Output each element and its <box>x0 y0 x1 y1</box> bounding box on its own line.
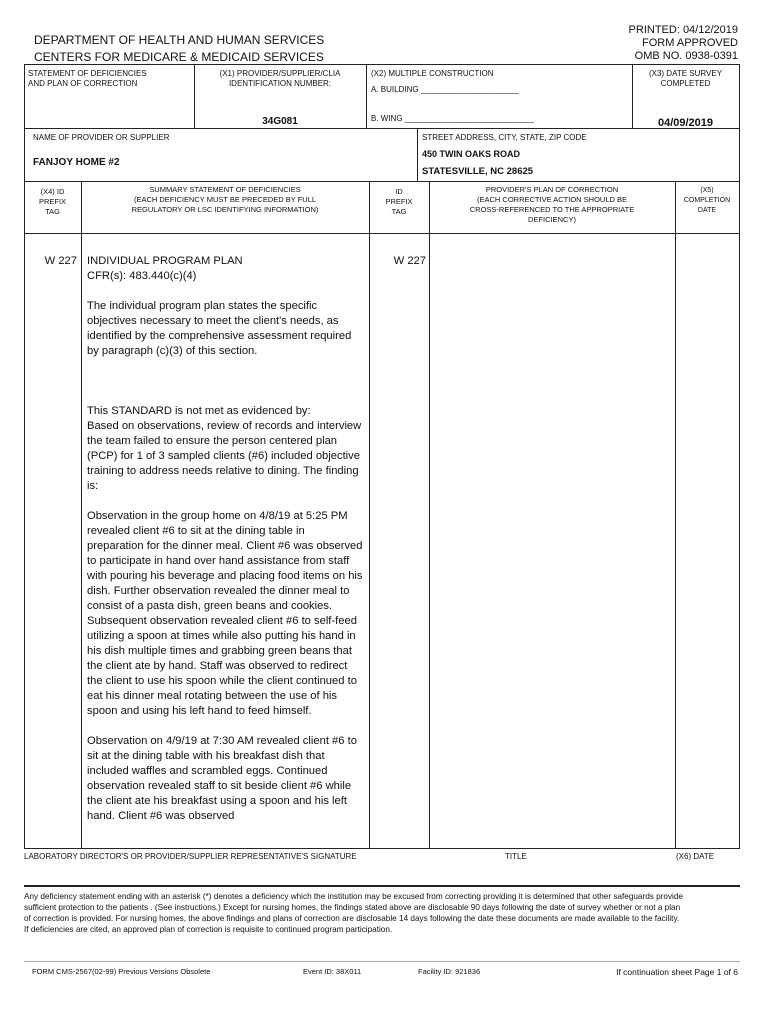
deficiency-title: INDIVIDUAL PROGRAM PLAN <box>87 255 243 267</box>
id-prefix-tag-header: ID PREFIX TAG <box>385 187 413 216</box>
provider-id-value: 34G081 <box>262 116 298 127</box>
survey-date-value: 04/09/2019 <box>657 117 714 129</box>
wing-label: B. WING _____________________________ <box>371 114 534 123</box>
address-line-1: 450 TWIN OAKS ROAD <box>422 149 521 159</box>
facility-id: Facility ID: 921836 <box>418 967 481 976</box>
form-approved: FORM APPROVED <box>642 37 738 49</box>
provider-name-label: NAME OF PROVIDER OR SUPPLIER <box>33 133 170 142</box>
prefix-tag-right: W 227 <box>393 255 426 267</box>
disclaimer-text: Any deficiency statement ending with an asterisk (*) denotes a deficiency which the institution may be excused from correcting providing it is determined that other safeguards provide sufficient protection to the patients . (See instructions.) Except for nursing homes, the findings stated above are disclosable 90 days following the date of survey whether or not a plan of correction is provided. For nursing homes, the above findings and plans of correction are disclosable 14 days following the date these documents are made available to the facility. If deficiencies are cited, an approved plan of correction is requisite to continued program participation. <box>24 892 683 934</box>
centers-title: CENTERS FOR MEDICARE & MEDICAID SERVICES <box>34 50 324 64</box>
address-label: STREET ADDRESS, CITY, STATE, ZIP CODE <box>422 133 587 142</box>
deficiency-paragraph-1: The individual program plan states the specific objectives necessary to meet the client's needs, as identified by the comprehensive assessment required by paragraph (c)(3) of this section. <box>87 300 352 357</box>
x1-label: (X1) PROVIDER/SUPPLIER/CLIA IDENTIFICATION NUMBER: <box>219 69 341 88</box>
completion-date-header: (X5) COMPLETION DATE <box>683 187 731 214</box>
page-indicator: If continuation sheet Page 1 of 6 <box>616 967 738 977</box>
deficiency-cfr: CFR(s): 483.440(c)(4) <box>87 270 197 282</box>
deficiency-text <box>87 254 363 839</box>
deficiency-paragraph-2: This STANDARD is not met as evidenced by: Based on observations, review of records and interview the team failed to ensure the person centered plan (PCP) for 1 of 3 sampled clients (#6) included objective training to address needs relative to dining. The finding is: <box>87 405 362 492</box>
department-title: DEPARTMENT OF HEALTH AND HUMAN SERVICES <box>34 33 325 47</box>
event-id: Event ID: 38X011 <box>303 967 362 976</box>
title-label: TITLE <box>505 852 527 861</box>
x6-date-label: (X6) DATE <box>676 852 715 861</box>
provider-name-value: FANJOY HOME #2 <box>33 157 120 168</box>
x3-label: (X3) DATE SURVEY COMPLETED <box>648 69 723 88</box>
form-number: FORM CMS-2567(02-99) Previous Versions Obsolete <box>32 967 211 976</box>
address-line-2: STATESVILLE, NC 28625 <box>422 166 534 177</box>
x4-id-prefix-tag-header: (X4) ID PREFIX TAG <box>38 187 67 216</box>
plan-of-correction-header: PROVIDER'S PLAN OF CORRECTION (EACH CORRECTIVE ACTION SHOULD BE CROSS-REFERENCED TO THE APPROPRIATE DEFICIENCY) <box>469 185 635 224</box>
prefix-tag-left: W 227 <box>44 255 77 267</box>
deficiency-paragraph-3: Observation in the group home on 4/8/19 at 5:25 PM revealed client #6 to sit at the dining table in preparation for the dinner meal. Client #6 was observed to participate in hand over hand assistance from staff with pouring his beverage and placing food items on his dish. Further observation revealed the dinner meal to consist of a pasta dish, green beans and cookies. Subsequent observation revealed client #6 to self-feed utilizing a spoon at times while also putting his hand in his dish multiple times and grabbing green beans that the client ate by hand. Staff was observed to redirect the client to use his spoon while the client continued to eat his dinner meal rotating between the use of his spoon and using his left hand to feed himself. <box>87 510 363 717</box>
printed-date: PRINTED: 04/12/2019 <box>628 24 738 36</box>
building-label: A. BUILDING ______________________ <box>371 85 519 94</box>
deficiency-paragraph-4: Observation on 4/9/19 at 7:30 AM revealed client #6 to sit at the dining table with his breakfast dish that included waffles and scrambled eggs. Continued observation revealed staff to sit beside client #6 while the client ate his breakfast using a spoon and his left hand. Client #6 was observed <box>87 735 357 822</box>
omb-number: OMB NO. 0938-0391 <box>634 50 738 62</box>
summary-statement-header: SUMMARY STATEMENT OF DEFICIENCIES (EACH DEFICIENCY MUST BE PRECEDED BY FULL REGULATORY OR LSC IDENTIFYING INFORMATION) <box>131 185 319 214</box>
x2-label: (X2) MULTIPLE CONSTRUCTION <box>371 69 494 78</box>
signature-label: LABORATORY DIRECTOR'S OR PROVIDER/SUPPLIER REPRESENTATIVE'S SIGNATURE <box>24 852 357 861</box>
statement-label: STATEMENT OF DEFICIENCIES AND PLAN OF CORRECTION <box>28 69 147 88</box>
